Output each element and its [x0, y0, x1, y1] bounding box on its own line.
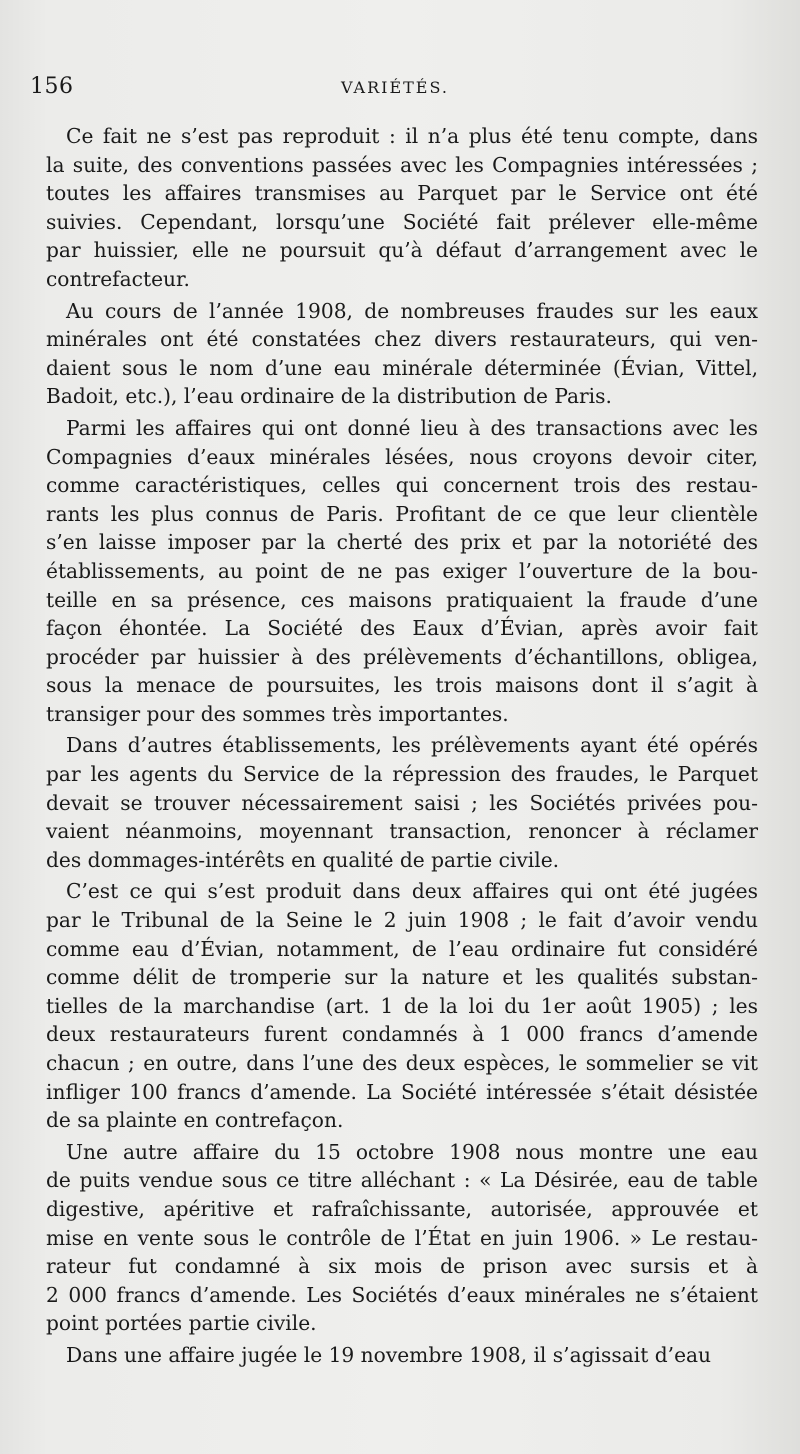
text-line: Dans une affaire jugée le 19 novembre 1908, il s’agissait d’eau — [66, 1342, 712, 1367]
paragraph — [46, 297, 758, 411]
text-line: mise en vente sous le contrôle de l’État en juin 1906. » Le restau- — [46, 1225, 758, 1250]
text-line: minérales ont été constatées chez divers restaurateurs, qui ven- — [46, 327, 758, 352]
page-number: 156 — [30, 74, 74, 99]
paragraph — [46, 731, 758, 874]
text-line: Dans d’autres établissements, les prélèvements ayant été opérés — [66, 733, 758, 758]
text-line: établissements, au point de ne pas exiger l’ouverture de la bou- — [46, 558, 758, 583]
text-line: infliger 100 francs d’amende. La Société intéressée s’était désistée — [46, 1079, 758, 1104]
text-line: C’est ce qui s’est produit dans deux affaires qui ont été jugées — [66, 879, 758, 904]
text-line: point portées partie civile. — [46, 1311, 317, 1336]
text-line: par le Tribunal de la Seine le 2 juin 1908 ; le fait d’avoir vendu — [46, 908, 758, 933]
paragraph — [46, 877, 758, 1134]
text-line: tielles de la marchandise (art. 1 de la loi du 1er août 1905) ; les — [46, 993, 758, 1018]
text-line: deux restaurateurs furent condamnés à 1 000 francs d’amende — [46, 1022, 758, 1047]
text-line: Parmi les affaires qui ont donné lieu à des transactions avec les — [66, 415, 758, 440]
text-line: contrefacteur. — [46, 266, 190, 291]
text-line: chacun ; en outre, dans l’une des deux espèces, le sommelier se vit — [46, 1051, 758, 1075]
text-line: Badoit, etc.), l’eau ordinaire de la distribution de Paris. — [46, 384, 612, 409]
paragraph — [46, 122, 758, 294]
text-line: par huissier, elle ne poursuit qu’à défaut d’arrangement avec le — [46, 238, 758, 263]
text-line: de sa plainte en contrefaçon. — [46, 1108, 344, 1133]
text-line: comme caractéristiques, celles qui concernent trois des restau- — [46, 473, 758, 498]
text-line: sous la menace de poursuites, les trois maisons dont il s’agit à — [46, 673, 758, 698]
text-line: façon éhontée. La Société des Eaux d’Évian, après avoir fait — [46, 616, 758, 641]
text-line: vaient néanmoins, moyennant transaction, renoncer à réclamer — [46, 819, 758, 844]
text-line: s’en laisse imposer par la cherté des prix et par la notoriété des — [46, 530, 758, 555]
text-line: 2 000 francs d’amende. Les Sociétés d’eaux minérales ne s’étaient — [46, 1282, 758, 1307]
text-line: procéder par huissier à des prélèvements d’échantillons, obligea, — [46, 644, 758, 669]
text-line: devait se trouver nécessairement saisi ; les Sociétés privées pou- — [46, 790, 758, 815]
text-line: suivies. Cependant, lorsqu’une Société fait prélever elle-même — [46, 209, 758, 234]
paragraph — [46, 414, 758, 729]
text-line: par les agents du Service de la répression des fraudes, le Parquet — [46, 762, 758, 787]
running-head: VARIÉTÉS. — [341, 78, 449, 97]
text-line: teille en sa présence, ces maisons pratiquaient la fraude d’une — [46, 587, 758, 612]
text-line: digestive, apéritive et rafraîchissante, autorisée, approuvée et — [46, 1196, 758, 1221]
text-line: comme eau d’Évian, notamment, de l’eau ordinaire fut considéré — [46, 936, 758, 961]
text-line: des dommages-intérêts en qualité de partie civile. — [46, 847, 560, 872]
text-line: daient sous le nom d’une eau minérale déterminée (Évian, Vittel, — [46, 355, 758, 380]
body-text — [46, 122, 758, 1373]
paragraph — [46, 1138, 758, 1338]
text-line: comme délit de tromperie sur la nature et les qualités substan- — [46, 965, 758, 990]
text-line: rants les plus connus de Paris. Profitant de ce que leur clientèle — [46, 501, 758, 526]
text-line: Au cours de l’année 1908, de nombreuses fraudes sur les eaux — [66, 298, 758, 323]
text-line: rateur fut condamné à six mois de prison avec sursis et à — [46, 1254, 758, 1279]
paragraph — [46, 1341, 758, 1370]
text-line: la suite, des conventions passées avec les Compagnies intéressées ; — [46, 152, 758, 177]
text-line: toutes les affaires transmises au Parquet par le Service ont été — [46, 181, 758, 206]
page-header — [30, 74, 760, 104]
text-line: transiger pour des sommes très importantes. — [46, 701, 509, 726]
text-line: de puits vendue sous ce titre alléchant : « La Désirée, eau de table — [46, 1168, 758, 1193]
text-line: Une autre affaire du 15 octobre 1908 nous montre une eau — [66, 1139, 758, 1164]
text-line: Ce fait ne s’est pas reproduit : il n’a plus été tenu compte, dans — [66, 124, 758, 148]
text-line: Compagnies d’eaux minérales lésées, nous croyons devoir citer, — [46, 444, 758, 469]
